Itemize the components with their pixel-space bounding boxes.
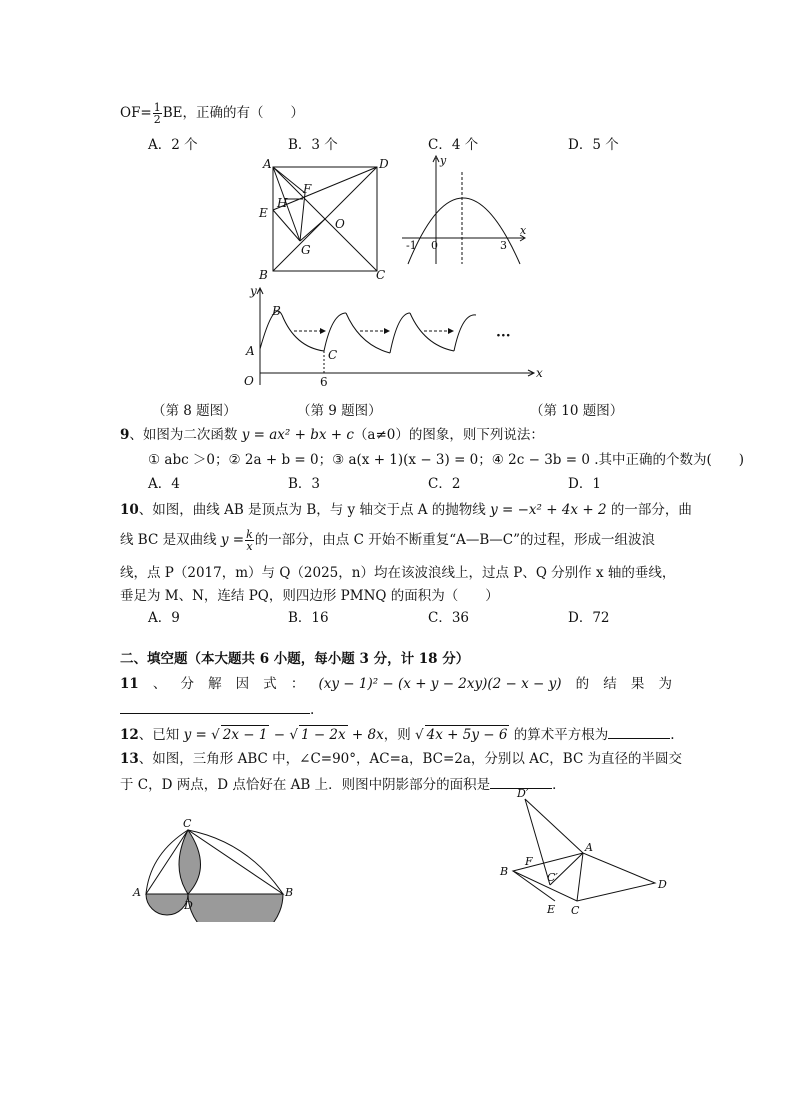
fold-label-dprime: D′ [517, 787, 529, 800]
q8-option-a[interactable]: A．2 个 [148, 137, 198, 153]
semi-label-b: B [285, 886, 294, 899]
wave-label-a: A [246, 344, 255, 358]
fold-label-c: C [571, 904, 580, 917]
q9-number: 9 [120, 427, 130, 443]
q12-line: 12、已知 y = √ 2x − 1 − √ 1 − 2x + 8x，则 √ 4x + 5y − 6 的算术平方根为 . [120, 724, 675, 744]
q8-fraction: $\frac{1}{2}$ [153, 101, 161, 126]
figure-square [255, 155, 395, 285]
sq-label-a: A [263, 157, 272, 171]
fold-label-d: D [658, 878, 667, 891]
q10-line3: 线，点 P（2017，m）与 Q（2025，n）均在该波浪线上，过点 P、Q 分别作 x 轴的垂线， [120, 565, 676, 581]
q9-option-d[interactable]: D．1 [568, 476, 601, 492]
par-label-x: x [520, 224, 527, 237]
sq-label-d: D [379, 157, 389, 171]
par-label-m1: -1 [406, 239, 417, 252]
figure-wave [240, 285, 550, 390]
q8-option-d[interactable]: D．5 个 [568, 137, 619, 153]
wave-label-dots: ··· [496, 328, 511, 344]
q8-tail-suffix: BE，正确的有（ ） [162, 105, 305, 121]
sq-label-g: G [301, 243, 311, 257]
q8-tail-prefix: OF= [120, 105, 152, 121]
q11-answer-blank[interactable] [120, 699, 310, 714]
q11-expression: (xy − 1)² − (x + y − 2xy)(2 − x − y) [318, 676, 562, 692]
sq-label-f: F [303, 182, 312, 196]
q12-root2: √ 1 − 2x [289, 727, 346, 743]
sq-label-c: C [376, 268, 386, 282]
q9-line1: 9、如图为二次函数 y = ax² + bx + c（a≠0）的图象，则下列说法： [120, 427, 544, 443]
q13-number: 13 [120, 751, 139, 767]
section2-header: 二、填空题（本大题共 6 小题，每小题 3 分，计 18 分） [120, 651, 470, 667]
caption-q10: （第 10 题图） [530, 403, 624, 419]
sq-label-e: E [259, 206, 268, 220]
q10-line2: 线 BC 是双曲线 y = $\frac{k}{x}$ 的一部分，由点 C 开始不断重复“A—B—C”的过程，形成一组波浪 [120, 528, 655, 553]
q10-fraction: $\frac{k}{x}$ [246, 528, 253, 553]
q13-line1: 13、如图，三角形 ABC 中，∠C=90°，AC=a，BC=2a，分别以 AC，BC 为直径的半圆交 [120, 751, 683, 767]
q13-line2: 于 C，D 两点，D 点恰好在 AB 上．则图中阴影部分的面积是 ． [120, 774, 566, 794]
q11-answer-line: . [120, 699, 314, 719]
q10-option-b[interactable]: B．16 [288, 610, 329, 626]
q10-option-d[interactable]: D．72 [568, 610, 610, 626]
q10-line1: 10、如图，曲线 AB 是顶点为 B，与 y 轴交于点 A 的抛物线 y = −x² + 4x + 2 的一部分，曲 [120, 502, 692, 518]
q12-answer-blank[interactable] [608, 724, 670, 739]
q12-root3: √ 4x + 5y − 6 [415, 727, 508, 743]
par-label-y: y [440, 154, 447, 167]
par-label-three: 3 [500, 239, 507, 252]
q9-option-a[interactable]: A．4 [148, 476, 180, 492]
q8-option-b[interactable]: B．3 个 [288, 137, 338, 153]
q10-function: y = −x² + 4x + 2 [490, 502, 607, 518]
q9-line2: ① abc ＞0；② 2a + b = 0；③ a(x + 1)(x − 3) = 0；④ 2c − 3b = 0 .其中正确的个数为( ) [148, 452, 745, 468]
par-label-zero: 0 [431, 239, 438, 252]
sq-label-h: H [277, 196, 288, 210]
wave-label-six: 6 [320, 375, 328, 389]
semi-label-d: D [184, 899, 193, 912]
wave-label-o: O [244, 374, 254, 388]
wave-label-y: y [250, 285, 257, 298]
q12-root1: √ 2x − 1 [211, 727, 268, 743]
q10-number: 10 [120, 502, 139, 518]
fold-label-a: A [585, 841, 593, 854]
q12-number: 12 [120, 727, 139, 743]
sq-label-b: B [259, 268, 268, 282]
q9-function: y = ax² + bx + c [241, 427, 354, 443]
fold-label-cprime: C′ [547, 871, 558, 884]
q9-option-c[interactable]: C．2 [428, 476, 461, 492]
wave-label-b: B [272, 304, 281, 318]
figure-parabola [398, 152, 533, 267]
caption-q9: （第 9 题图） [297, 403, 382, 419]
fold-label-b: B [500, 865, 509, 878]
q10-line4: 垂足为 M、N，连结 PQ，则四边形 PMNQ 的面积为（ ） [120, 588, 499, 604]
fold-label-f: F [525, 855, 533, 868]
semi-label-a: A [133, 886, 141, 899]
wave-label-c: C [328, 348, 338, 362]
q9-option-b[interactable]: B．3 [288, 476, 321, 492]
figure-semicircles [128, 812, 298, 922]
q8-option-c[interactable]: C．4 个 [428, 137, 479, 153]
q10-option-c[interactable]: C．36 [428, 610, 470, 626]
figure-fold [495, 785, 675, 920]
q11-number: 11 [120, 676, 139, 692]
q8-tail [120, 102, 304, 125]
caption-q8: （第 8 题图） [152, 403, 237, 419]
sq-label-o: O [335, 217, 345, 231]
q11-line1: 11 、 分 解 因 式 ： (xy − 1)² − (x + y − 2xy)(2 − x − y) 的 结 果 为 [120, 676, 672, 692]
wave-label-x: x [536, 366, 543, 380]
q10-option-a[interactable]: A．9 [148, 610, 180, 626]
fold-label-e: E [547, 903, 556, 916]
semi-label-c: C [183, 817, 192, 830]
